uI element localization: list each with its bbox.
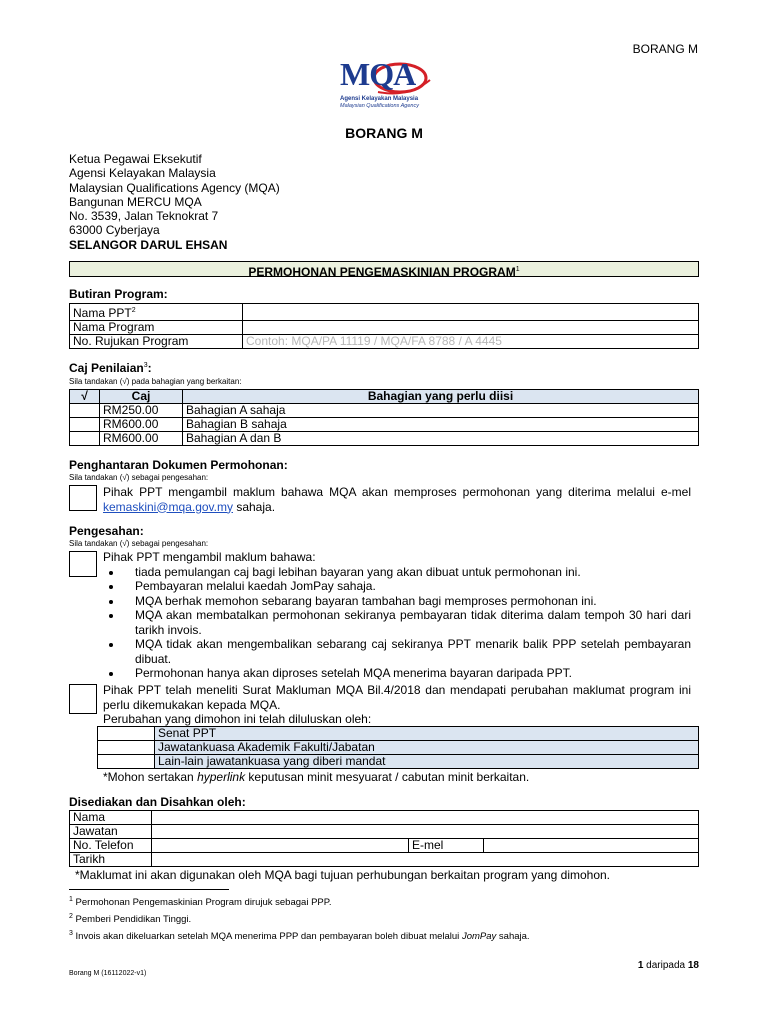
butiran-table	[69, 303, 699, 349]
penghantaran-heading: Penghantaran Dokumen Permohonan:	[69, 458, 288, 472]
nama-ppt-field[interactable]	[243, 304, 699, 321]
pengesahan-bullet: • MQA akan membatalkan permohonan sekiranya pembayaran tidak diterima dalam tempoh 30 hari dari tarikh invois.	[123, 608, 691, 637]
approver-senat: Senat PPT	[155, 727, 699, 741]
footnote-1	[69, 893, 530, 910]
pengesahan-bullet: • MQA tidak akan mengembalikan sebarang caj sekiranya PPT menarik balik PPP setelah pembayaran dibuat.	[123, 637, 691, 666]
tarikh-label: Tarikh	[70, 853, 152, 867]
nama-ppt-footnote-ref: 2	[131, 307, 136, 314]
no-rujukan-field[interactable]	[243, 335, 699, 349]
no-rujukan-placeholder: Contoh: MQA/PA 11119 / MQA/FA 8788 / A 4445	[246, 334, 502, 348]
mqa-logo-name-en: Malaysian Qualifications Agency	[340, 103, 419, 109]
penghantaran-checkbox[interactable]	[69, 485, 97, 511]
nama-label: Nama	[70, 811, 152, 825]
caj-value: RM600.00	[100, 432, 183, 446]
pengesahan-bullet: • tiada pemulangan caj bagi lebihan bayaran yang akan dibuat untuk permohonan ini.	[123, 565, 691, 580]
footnote-text: Permohonan Pengemaskinian Program dirujuk sebagai PPP.	[75, 897, 332, 909]
page-title: BORANG M	[345, 125, 423, 141]
pengesahan-bullet: • MQA berhak memohon sebarang bayaran tambahan bagi memproses permohonan ini.	[123, 594, 691, 609]
pengesahan-instruction: Sila tandakan (√) sebagai pengesahan:	[69, 539, 209, 548]
pengesahan-bullet: • Permohonan hanya akan diproses setelah MQA menerima bayaran daripada PPT.	[123, 666, 691, 681]
butiran-heading: Butiran Program:	[69, 287, 168, 301]
footnote-number: 1	[69, 896, 73, 903]
butiran-label-cell	[70, 304, 243, 321]
address-line: Malaysian Qualifications Agency (MQA)	[69, 180, 280, 195]
address-line: No. 3539, Jalan Teknokrat 7	[69, 209, 219, 224]
address-line: Agensi Kelayakan Malaysia	[69, 166, 216, 181]
caj-bahagian: Bahagian B sahaja	[183, 418, 699, 432]
address-line: Bangunan MERCU MQA	[69, 194, 202, 209]
emel-label: E-mel	[409, 839, 484, 853]
kemaskini-email-link[interactable]: kemaskini@mqa.gov.my	[103, 499, 233, 514]
disediakan-table	[69, 810, 699, 867]
emel-field[interactable]	[484, 839, 699, 853]
hyperlink-note-italic: hyperlink	[197, 770, 246, 784]
disediakan-heading: Disediakan dan Disahkan oleh:	[69, 795, 246, 809]
approver-tick-cell[interactable]	[98, 741, 155, 755]
caj-tick-cell[interactable]	[70, 432, 100, 446]
no-rujukan-label: No. Rujukan Program	[70, 335, 243, 349]
form-version: Borang M (16112022-v1)	[69, 970, 147, 977]
footnote-text-italic: JomPay	[461, 931, 497, 943]
hyperlink-note-after: keputusan minit mesyuarat / cabutan minit berkaitan.	[245, 770, 530, 784]
caj-instruction: Sila tandakan (√) pada bahagian yang berkaitan:	[69, 377, 242, 386]
approver-tick-cell[interactable]	[98, 727, 155, 741]
footnote-divider	[69, 889, 229, 890]
address-block	[69, 152, 280, 252]
mqa-logo-letters: MQA	[340, 56, 416, 92]
footnote-number: 2	[69, 913, 73, 921]
form-code-header: BORANG M	[632, 42, 698, 56]
col-tick: √	[70, 390, 100, 404]
section-banner	[69, 261, 699, 277]
penghantaran-text-after: sahaja.	[233, 499, 276, 514]
caj-tick-cell[interactable]	[70, 404, 100, 418]
page-current: 1	[637, 960, 644, 971]
caj-value: RM600.00	[100, 418, 183, 432]
footnote-text-after: sahaja.	[496, 931, 530, 943]
col-caj: Caj	[100, 390, 183, 404]
maklumat-note: *Maklumat ini akan digunakan oleh MQA bagi tujuan perhubungan berkaitan program yang dimohon.	[75, 868, 611, 882]
nama-field[interactable]	[152, 811, 699, 825]
approver-tick-cell[interactable]	[98, 755, 155, 769]
nama-ppt-label: Nama PPT	[73, 306, 132, 320]
caj-value: RM250.00	[100, 404, 183, 418]
address-line: 63000 Cyberjaya	[69, 223, 160, 238]
footnote-number: 3	[69, 930, 73, 938]
penghantaran-text	[103, 485, 691, 514]
caj-heading-colon: :	[147, 361, 152, 375]
banner-text: PERMOHONAN PENGEMASKINIAN PROGRAM	[248, 265, 516, 279]
approver-lain-lain: Lain-lain jawatankuasa yang diberi mandat	[155, 755, 699, 769]
pengesahan-checkbox[interactable]	[69, 551, 97, 577]
surat-makluman-text: Pihak PPT telah meneliti Surat Makluman MQA Bil.4/2018 dan mendapati perubahan maklumat program ini perlu dikemukakan kepada MQA.	[103, 683, 691, 712]
caj-table	[69, 389, 699, 446]
footnote-text-before: Invois akan dikeluarkan setelah MQA menerima PPP dan pembayaran boleh dibuat melalui	[75, 931, 462, 943]
hyperlink-note	[103, 770, 529, 784]
nama-program-field[interactable]	[243, 321, 699, 335]
caj-tick-cell[interactable]	[70, 418, 100, 432]
page-number	[638, 960, 699, 971]
page-separator: daripada	[643, 960, 688, 971]
pengesahan-intro: Pihak PPT mengambil maklum bahawa:	[103, 550, 316, 564]
pengesahan-heading: Pengesahan:	[69, 524, 144, 538]
hyperlink-note-before: *Mohon sertakan	[103, 770, 198, 784]
surat-makluman-checkbox[interactable]	[69, 684, 97, 714]
address-state: SELANGOR DARUL EHSAN	[69, 237, 228, 252]
pengesahan-bullet-list	[103, 565, 691, 681]
mqa-logo	[338, 58, 432, 112]
caj-footnote-ref: 3	[143, 362, 148, 369]
telefon-field[interactable]	[152, 839, 409, 853]
jawatan-field[interactable]	[152, 825, 699, 839]
pengesahan-block	[103, 550, 691, 681]
footnote-2	[69, 910, 530, 927]
nama-program-label: Nama Program	[70, 321, 243, 335]
caj-bahagian: Bahagian A sahaja	[183, 404, 699, 418]
approved-by-text: Perubahan yang dimohon ini telah diluluskan oleh:	[103, 712, 372, 726]
approver-jawatankuasa-akademik: Jawatankuasa Akademik Fakulti/Jabatan	[155, 741, 699, 755]
mqa-logo-name-ms: Agensi Kelayakan Malaysia	[340, 96, 419, 102]
footnote-3	[69, 927, 530, 944]
caj-heading	[69, 361, 152, 375]
jawatan-label: Jawatan	[70, 825, 152, 839]
pengesahan-bullet: • Pembayaran melalui kaedah JomPay sahaja.	[123, 579, 691, 594]
caj-heading-text: Caj Penilaian	[69, 361, 144, 375]
col-bahagian: Bahagian yang perlu diisi	[183, 390, 699, 404]
footnotes	[69, 893, 530, 944]
telefon-label: No. Telefon	[70, 839, 152, 853]
approvers-table	[97, 726, 699, 769]
page-total: 18	[687, 960, 699, 971]
caj-bahagian: Bahagian A dan B	[183, 432, 699, 446]
address-line: Ketua Pegawai Eksekutif	[69, 152, 202, 166]
penghantaran-instruction: Sila tandakan (√) sebagai pengesahan:	[69, 473, 209, 482]
footnote-text: Pemberi Pendidikan Tinggi.	[75, 914, 192, 926]
banner-footnote-ref: 1	[515, 266, 520, 273]
penghantaran-text-before: Pihak PPT mengambil maklum bahawa MQA akan memproses permohonan yang diterima melalui e-mel	[103, 485, 691, 499]
tarikh-field[interactable]	[152, 853, 699, 867]
